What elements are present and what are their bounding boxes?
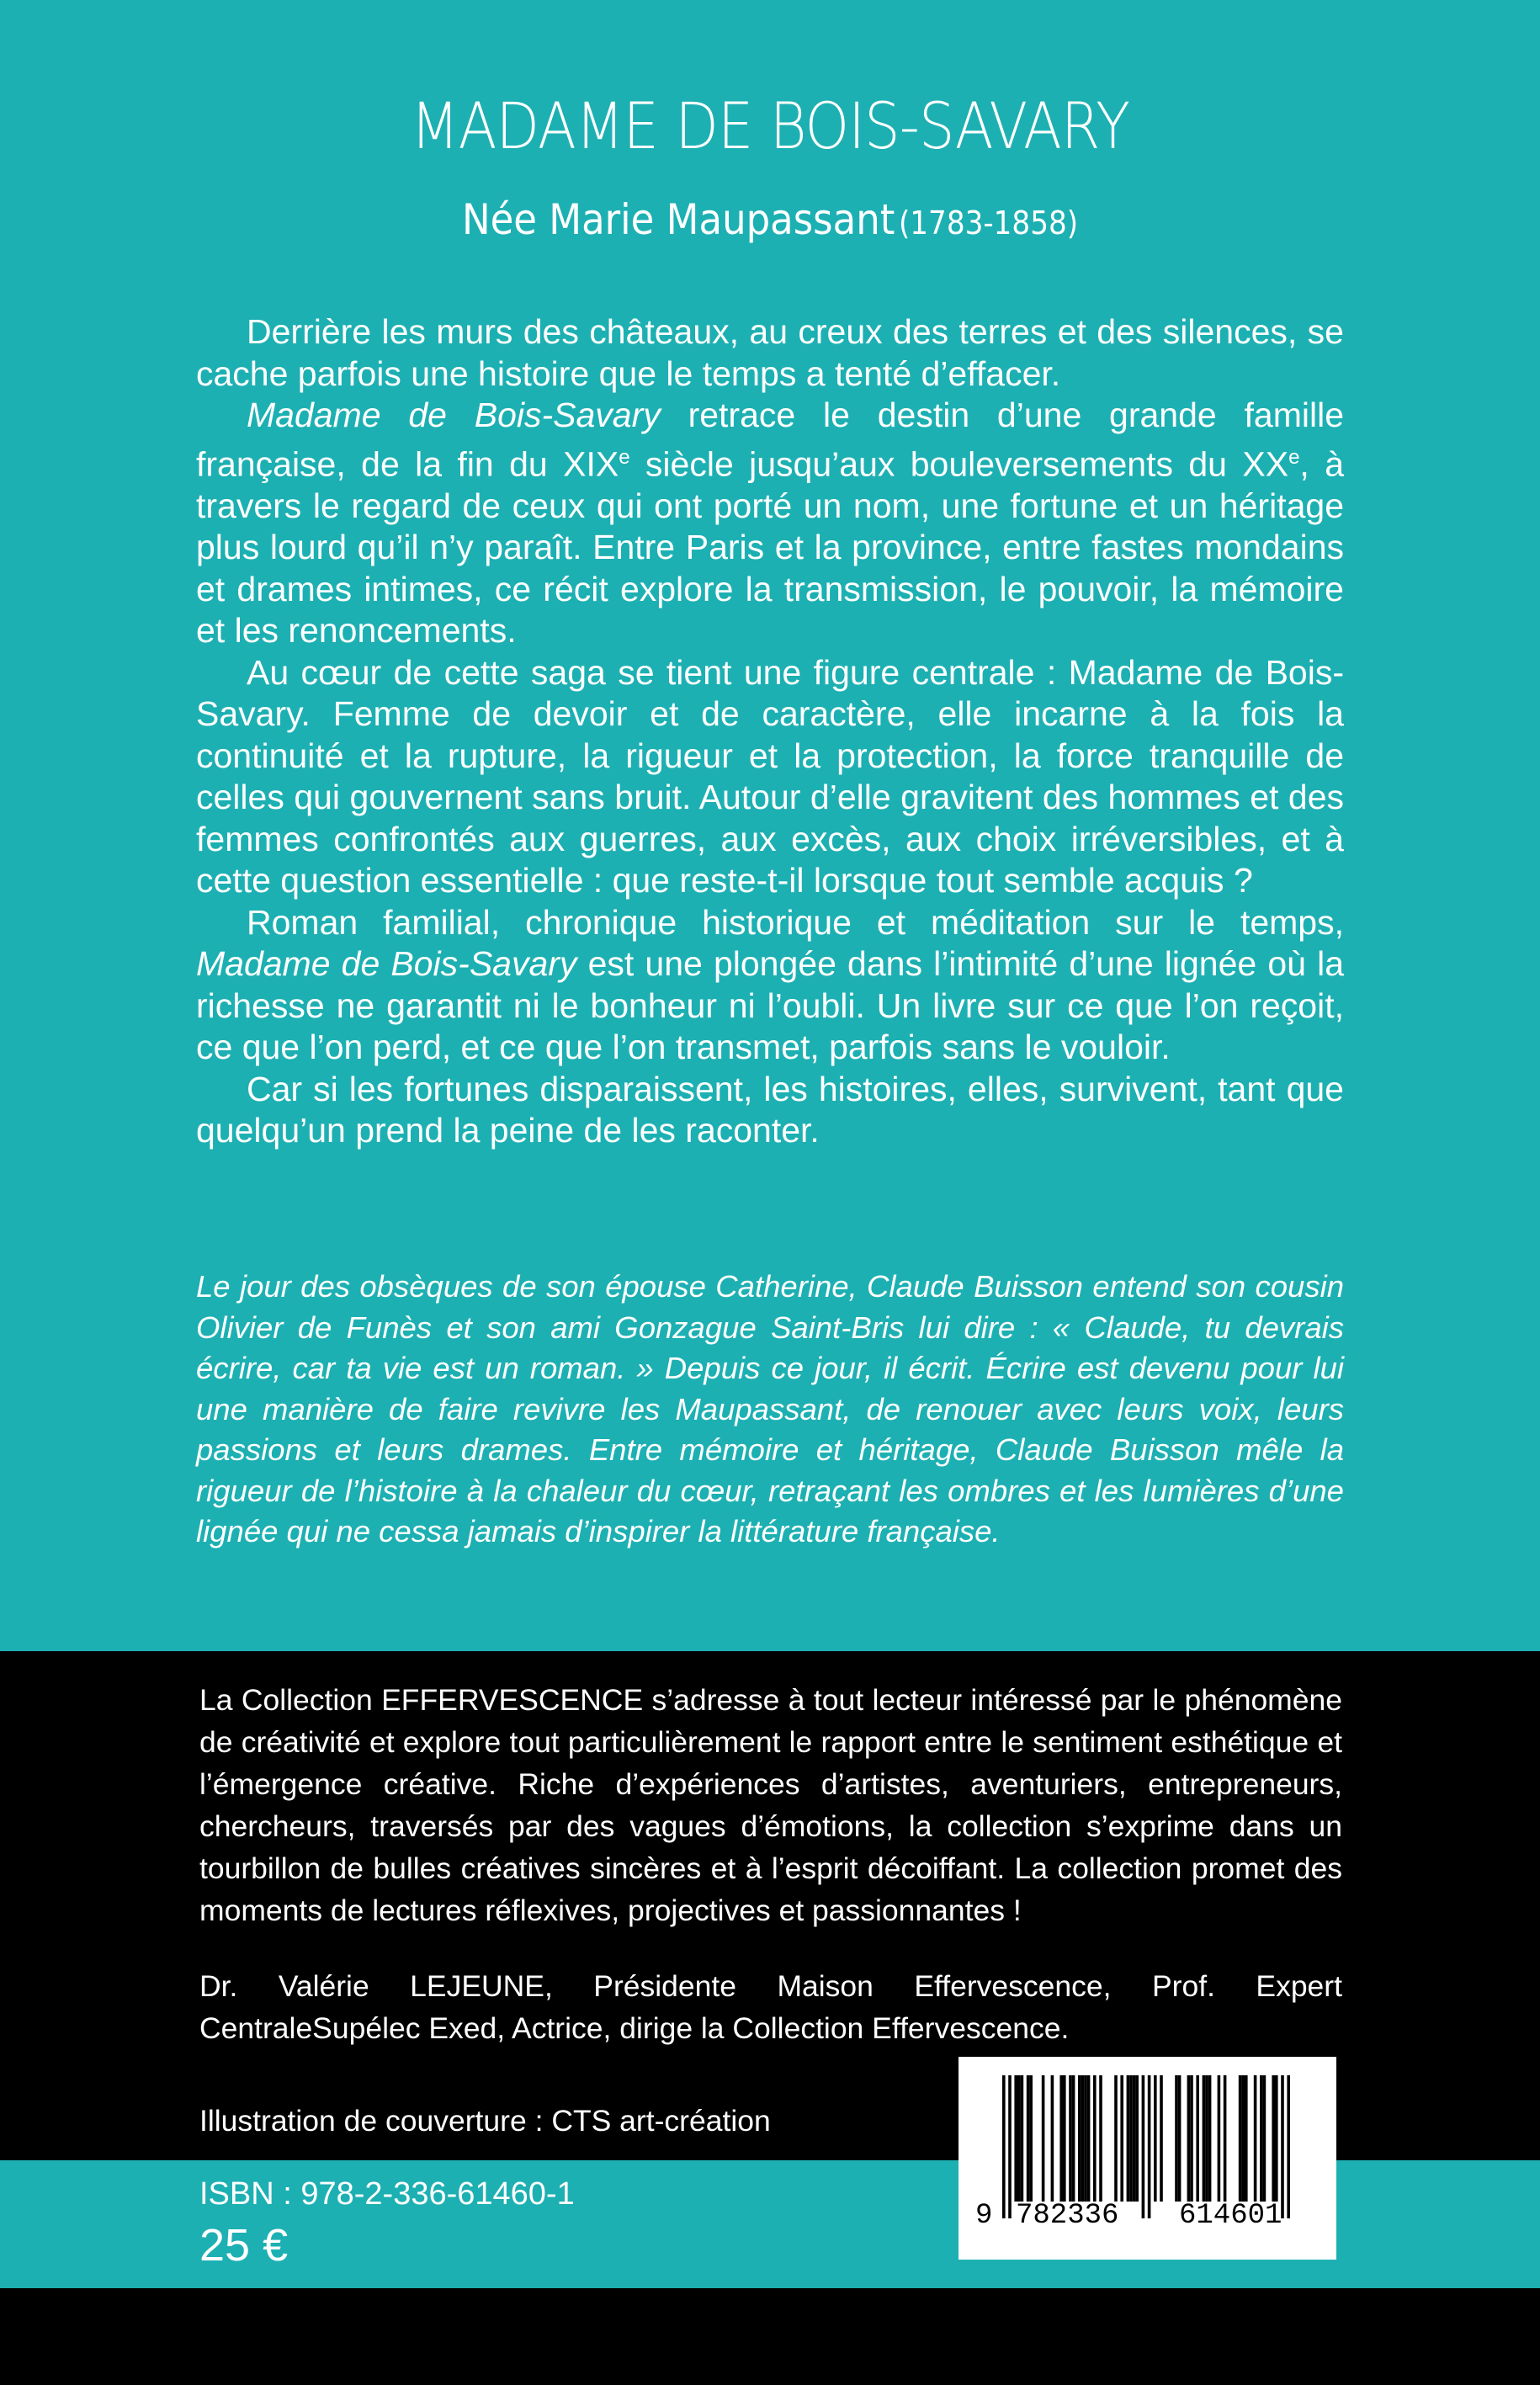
barcode-bar xyxy=(1263,2075,1267,2202)
barcode-bar xyxy=(1078,2075,1081,2202)
text-span: siècle jusqu’aux bouleversements du XX xyxy=(629,444,1289,484)
barcode-bar xyxy=(1021,2075,1024,2202)
synopsis xyxy=(196,311,1344,1152)
barcode-bar xyxy=(1017,2075,1021,2202)
bottom-band xyxy=(0,2288,1540,2385)
barcode-bar xyxy=(1084,2075,1087,2202)
barcode-bar xyxy=(1190,2075,1193,2202)
barcode-bar xyxy=(1205,2075,1208,2202)
barcode-bar xyxy=(1002,2075,1006,2218)
barcode-digits xyxy=(975,2200,1329,2242)
barcode-bar xyxy=(1029,2075,1033,2202)
barcode-bar xyxy=(1154,2075,1157,2202)
barcode-bar xyxy=(1114,2075,1118,2202)
synopsis-paragraph: Au cœur de cette saga se tient une figure centrale : Madame de Bois-Savary. Femme de devoir et de caractère, elle incarne à la fois la continuité et la rupture, la rigueur et la protection, la force tranquille de celles qui gouvernent sans bruit. Autour d’elle gravitent des hommes et des femmes confrontés aux guerres, aux excès, aux choix irréversibles, et à cette question essentielle : que reste-t-il lorsque tout semble acquis ? xyxy=(196,652,1344,900)
text-span: , à travers le regard de ceux qui ont porté un nom, une fortune et un héritage plus lourd qu’il n’y paraît. Entre Paris et la province, entre fastes mondains et drames intimes, ce récit explore la transmission, le pouvoir, la mémoire et les renoncements. xyxy=(196,444,1345,651)
barcode-bar xyxy=(1203,2075,1206,2202)
barcode-bar xyxy=(1287,2075,1290,2218)
barcode-bar xyxy=(1218,2075,1221,2202)
barcode-bar xyxy=(1127,2075,1130,2202)
collection-director: Dr. Valérie LEJEUNE, Présidente Maison Effervescence, Prof. Expert CentraleSupélec Exed, Actrice, dirige la Collection Effervescence. xyxy=(199,1969,1342,2045)
barcode-bar xyxy=(1224,2075,1227,2202)
barcode-bar xyxy=(1208,2075,1212,2202)
barcode-bar xyxy=(1099,2075,1102,2202)
barcode-bar xyxy=(1014,2075,1017,2202)
text-span: Roman familial, chronique historique et méditation sur le temps, xyxy=(247,902,1344,942)
barcode-bar xyxy=(1008,2075,1012,2218)
barcode-bar xyxy=(1059,2075,1063,2202)
synopsis-paragraph: Car si les fortunes disparaissent, les histoires, elles, survivent, tant que quelqu’un prend la peine de les raconter. xyxy=(196,1069,1344,1150)
barcode-bar xyxy=(1072,2075,1075,2202)
text-span: retrace le destin d’une grande famille française, de la fin du XIX xyxy=(196,396,1345,484)
barcode-bar xyxy=(1160,2075,1163,2202)
isbn: ISBN : 978-2-336-61460-1 xyxy=(199,2176,575,2212)
barcode-group-1: 782336 xyxy=(1016,2200,1119,2232)
barcode-bar xyxy=(1093,2075,1097,2202)
barcode-bar xyxy=(1260,2075,1263,2202)
barcode-bar xyxy=(1241,2075,1245,2202)
synopsis-paragraph xyxy=(196,395,1344,652)
superscript: e xyxy=(619,445,630,469)
barcode-bar xyxy=(1254,2075,1257,2202)
barcode-bar xyxy=(1239,2075,1242,2202)
author-bio: Le jour des obsèques de son épouse Catherine, Claude Buisson entend son cousin Olivier de Funès et son ami Gonzague Saint-Bris lui dire : « Claude, tu devrais écrire, car ta vie est un roman. » Depuis ce jour, il écrit. Écrire est devenu pour lui une manière de faire revivre les Maupassant, de renouer avec leurs voix, leurs passions et leurs drames. Entre mémoire et héritage, Claude Buisson mêle la rigueur de l’histoire à la chaleur du cœur, retraçant les ombres et les lumières d’une lignée qui ne cessa jamais d’inspirer la littérature française. xyxy=(196,1269,1344,1548)
barcode-bar xyxy=(1027,2075,1030,2202)
barcode-bar xyxy=(1133,2075,1136,2202)
book-title-italic: Madame de Bois-Savary xyxy=(247,396,661,434)
barcode-bar xyxy=(1129,2075,1133,2202)
illustration-credit: Illustration de couverture : CTS art-création xyxy=(199,2104,771,2138)
barcode-bar xyxy=(1281,2075,1284,2218)
barcode-bar xyxy=(1245,2075,1248,2202)
barcode-bar xyxy=(1063,2075,1066,2202)
barcode-bar xyxy=(1275,2075,1278,2202)
barcode-bar xyxy=(1069,2075,1072,2202)
barcode-bar xyxy=(1178,2075,1182,2202)
superscript: e xyxy=(1288,445,1300,469)
book-title-italic: Madame de Bois-Savary xyxy=(196,944,577,984)
subtitle-dates: (1783-1858) xyxy=(898,205,1079,242)
collection-description: La Collection EFFERVESCENCE s’adresse à tout lecteur intéressé par le phénomène de créativité et explore tout particulièrement le rapport entre le sentiment esthétique et l’émergence créative. Riche d’expériences d’artistes, aventuriers, entrepreneurs, chercheurs, traversés par des vagues d’émotions, la collection s’exprime dans un tourbillon de bulles créatives sincères et à l’esprit décoiffant. La collection promet des moments de lectures réflexives, projectives et passionnantes ! xyxy=(199,1683,1342,1927)
book-subtitle xyxy=(77,195,1463,244)
barcode xyxy=(959,2057,1336,2260)
barcode-group-2: 614601 xyxy=(1179,2200,1282,2232)
barcode-bar xyxy=(1175,2075,1178,2202)
text-span: est une plongée dans l’intimité d’une lignée où la richesse ne garantit ni le bonheur ni l’oubli. Un livre sur ce que l’on reçoit, ce que l’on perd, et ce que l’on transmet, parfois sans le vouloir. xyxy=(196,944,1345,1067)
barcode-bar xyxy=(1087,2075,1091,2202)
synopsis-paragraph: Derrière les murs des châteaux, au creux des terres et des silences, se cache parfois une histoire que le temps a tenté d’effacer. xyxy=(196,312,1344,393)
barcode-bar xyxy=(1187,2075,1191,2202)
barcode-bar xyxy=(1142,2075,1145,2218)
barcode-bar xyxy=(1135,2075,1139,2202)
barcode-bar xyxy=(1042,2075,1045,2202)
barcode-bar xyxy=(1196,2075,1199,2202)
barcode-bar xyxy=(1272,2075,1275,2202)
barcode-bar xyxy=(1148,2075,1151,2218)
barcode-bar xyxy=(1051,2075,1054,2202)
barcode-bar xyxy=(1120,2075,1123,2202)
synopsis-paragraph xyxy=(196,902,1344,1069)
barcode-bar xyxy=(1081,2075,1085,2202)
book-title: MADAME DE BOIS-SAVARY xyxy=(410,88,1130,163)
price: 25 € xyxy=(199,2220,289,2271)
subtitle-name: Née Marie Maupassant xyxy=(461,195,895,244)
barcode-first-digit: 9 xyxy=(975,2200,993,2232)
